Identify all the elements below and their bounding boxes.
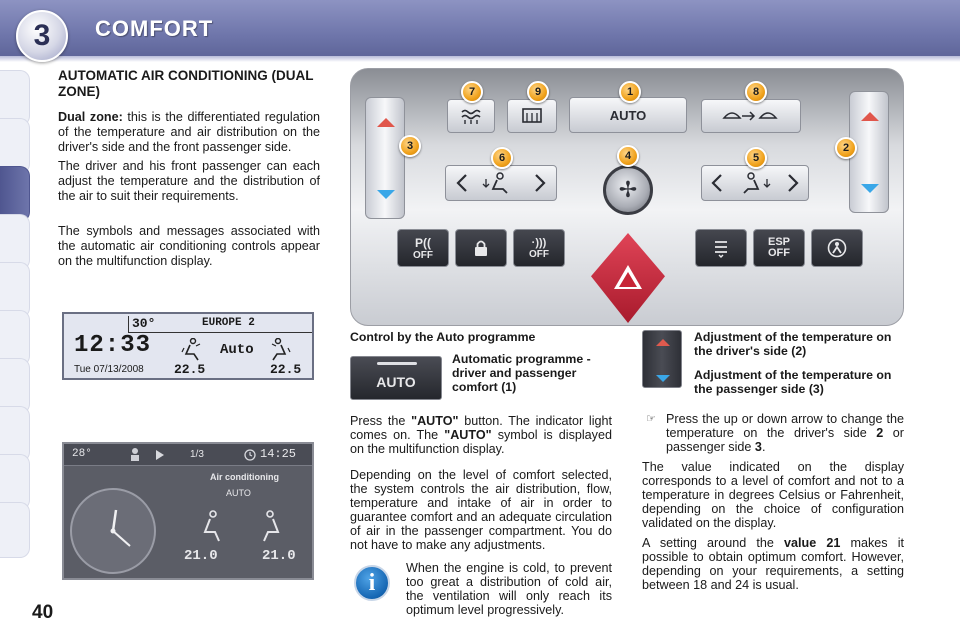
display-mode: AUTO [226, 488, 251, 498]
play-icon [156, 450, 164, 460]
callout-7: 7 [461, 81, 483, 103]
value-suffix: makes it possible to obtain optimum comfort. However, depending on your requirements, a setting between 18 and 24 is usual. [642, 536, 905, 592]
passenger-adjustment-caption: Adjustment of the temperature on the passenger side (3) [694, 368, 892, 396]
climate-control-panel [350, 68, 904, 326]
dual-zone-text: this is the differentiated regulation of the temperature and air distribution on the driver's side and the front passenger side. [58, 110, 321, 154]
driver-adjustment-caption: Adjustment of the temperature on the driver's side (2) [694, 330, 892, 358]
bullet-prefix: Press the up or down arrow to change the temperature on the driver's side [666, 412, 904, 440]
press-prefix: Press the [350, 414, 412, 428]
driver-air-distribution-icon [456, 171, 546, 195]
callout-3: 3 [399, 135, 421, 157]
callout-6: 6 [491, 147, 513, 169]
callout-8: 8 [745, 81, 767, 103]
value-prefix: A setting around the [642, 536, 785, 550]
multifunction-display-monochrome [62, 312, 314, 380]
indicator-light [377, 362, 417, 365]
bullet-num-3: 3 [754, 440, 762, 454]
press-mid: button. The indicator light comes on. The [350, 414, 613, 442]
arrow-down-icon [656, 375, 670, 382]
passenger-temperature-down-icon[interactable] [861, 184, 879, 193]
chapter-tab-10[interactable] [0, 502, 30, 558]
temperature-figure [642, 330, 904, 396]
outside-temperature: 28° [72, 448, 92, 460]
value-21-paragraph [642, 536, 904, 592]
lock-icon [474, 239, 488, 257]
rear-demist-icon [459, 107, 483, 125]
auto-word-2: "AUTO" [444, 428, 492, 442]
passenger-air-distribution-icon [711, 171, 799, 195]
passenger-seat-icon [270, 338, 292, 362]
driver-seat-icon [198, 510, 224, 544]
bullet-pointer-icon: ☞ [646, 413, 656, 425]
esp-off-button[interactable] [753, 229, 805, 267]
press-suffix: symbol is displayed on the multifunction display. [350, 428, 612, 456]
passenger-air-distribution-button[interactable] [701, 165, 809, 201]
press-auto-paragraph [350, 414, 612, 456]
central-locking-button[interactable] [455, 229, 507, 267]
dual-zone-label: Dual zone: [58, 110, 123, 124]
display-divider-horizontal [128, 332, 312, 333]
hazard-triangle-inner [619, 272, 637, 287]
callout-4: 4 [617, 145, 639, 167]
parking-sensor-off-label: OFF [413, 249, 433, 261]
auto-button-label: AUTO [609, 107, 647, 123]
auto-word-1: "AUTO" [411, 414, 459, 428]
analog-clock-icon [70, 488, 156, 574]
driver-temperature-up-icon[interactable] [377, 118, 395, 127]
parking-sensor-off-button[interactable] [397, 229, 449, 267]
chapter-title: COMFORT [95, 16, 214, 41]
temperature-adjustment-column [642, 330, 904, 598]
callout-2: 2 [835, 137, 857, 159]
adjust-paragraph: The driver and his front passenger can each adjust the temperature and the distribution of the air to suit their requirements. [58, 159, 320, 203]
info-note [350, 561, 612, 625]
driver-temperature: 22.5 [174, 362, 206, 377]
auto-programme-heading: Control by the Auto programme [350, 330, 536, 344]
driver-air-distribution-button[interactable] [445, 165, 557, 201]
auto-programme-figure [350, 352, 612, 404]
dual-zone-paragraph [58, 110, 320, 155]
air-recirculation-button[interactable] [701, 99, 801, 133]
callout-1: 1 [619, 81, 641, 103]
auto-programme-caption: Automatic programme - driver and passenger comfort (1) [452, 352, 591, 394]
clock-icon [244, 449, 256, 461]
alarm-sound-icon: ·))) [531, 236, 547, 249]
display-value-paragraph: The value indicated on the display corresponds to a level of comfort and not to a temperature in degrees Celsius or Fahrenheit, depending on the choice of configuration validated on the display. [642, 460, 904, 530]
dimmer-icon [713, 238, 729, 258]
bullet-mid: or passenger side [666, 426, 904, 454]
bullet-end: . [761, 440, 766, 454]
display-page-indicator: 1/3 [190, 449, 204, 460]
auto-button-thumbnail [350, 356, 442, 400]
display-mode: Auto [220, 342, 254, 358]
windscreen-demist-icon [520, 107, 544, 125]
bullet-num-2: 2 [876, 426, 884, 440]
outside-temperature: 30° [132, 316, 156, 331]
passenger-temperature: 22.5 [270, 362, 302, 377]
temperature-rocker-thumbnail [642, 330, 682, 388]
display-menu-title: Air conditioning [210, 472, 279, 482]
value-21: value 21 [784, 536, 841, 550]
display-paragraph: The symbols and messages associated with the automatic air conditioning controls appear on the multifunction display. [58, 224, 320, 268]
clock-hands-icon [72, 490, 154, 572]
callout-5: 5 [745, 147, 767, 169]
windscreen-demist-button[interactable] [507, 99, 557, 133]
child-safety-button[interactable] [811, 229, 863, 267]
lighting-dimmer-button[interactable] [695, 229, 747, 267]
display-divider [128, 316, 129, 332]
fan-seat-icon [126, 447, 144, 463]
chapter-number-badge: 3 [16, 10, 68, 62]
child-lock-icon [827, 238, 847, 258]
multifunction-display-colour [62, 442, 314, 580]
esp-off-label: ESP OFF [767, 236, 790, 259]
rear-demist-button[interactable] [447, 99, 495, 133]
radio-station: EUROPE 2 [202, 317, 255, 329]
display-date: Tue 07/13/2008 [74, 364, 144, 375]
auto-thumbnail-label: AUTO [376, 374, 416, 390]
chapter-tabs [0, 70, 34, 580]
section-title: AUTOMATIC AIR CONDITIONING (DUAL ZONE) [58, 68, 314, 99]
passenger-temperature-up-icon[interactable] [861, 112, 879, 121]
passenger-seat-icon [260, 510, 286, 544]
driver-temperature: 21.0 [184, 548, 218, 564]
parking-sensor-icon: P(( [415, 235, 431, 250]
intro-column [58, 68, 320, 273]
driver-seat-icon [180, 338, 202, 362]
info-note-text: When the engine is cold, to prevent too great a distribution of cold air, the ventilation will only reach its optimum level progressively. [406, 561, 612, 617]
press-arrow-instruction [642, 412, 904, 454]
header-divider [0, 56, 960, 62]
volumetric-alarm-off-button[interactable] [513, 229, 565, 267]
callout-9: 9 [527, 81, 549, 103]
comfort-level-paragraph: Depending on the level of comfort selected, the system controls the air distribution, flow, temperature and intake of air in order to guarantee comfort and an adequate circulation of air in the passenger compartment. You do not have to make any adjustments. [350, 468, 612, 552]
arrow-up-icon [656, 339, 670, 346]
alarm-off-label: OFF [529, 248, 549, 260]
page-number: 40 [32, 602, 54, 623]
air-flow-knob[interactable]: ✢ [603, 165, 653, 215]
auto-programme-column [350, 330, 612, 625]
passenger-temperature: 21.0 [262, 548, 296, 564]
driver-temperature-rocker[interactable] [365, 97, 405, 219]
info-icon: i [354, 565, 390, 601]
display-clock: 14:25 [260, 447, 297, 461]
display-clock: 12:33 [74, 332, 152, 359]
air-intake-icon [720, 106, 782, 126]
driver-temperature-down-icon[interactable] [377, 190, 395, 199]
